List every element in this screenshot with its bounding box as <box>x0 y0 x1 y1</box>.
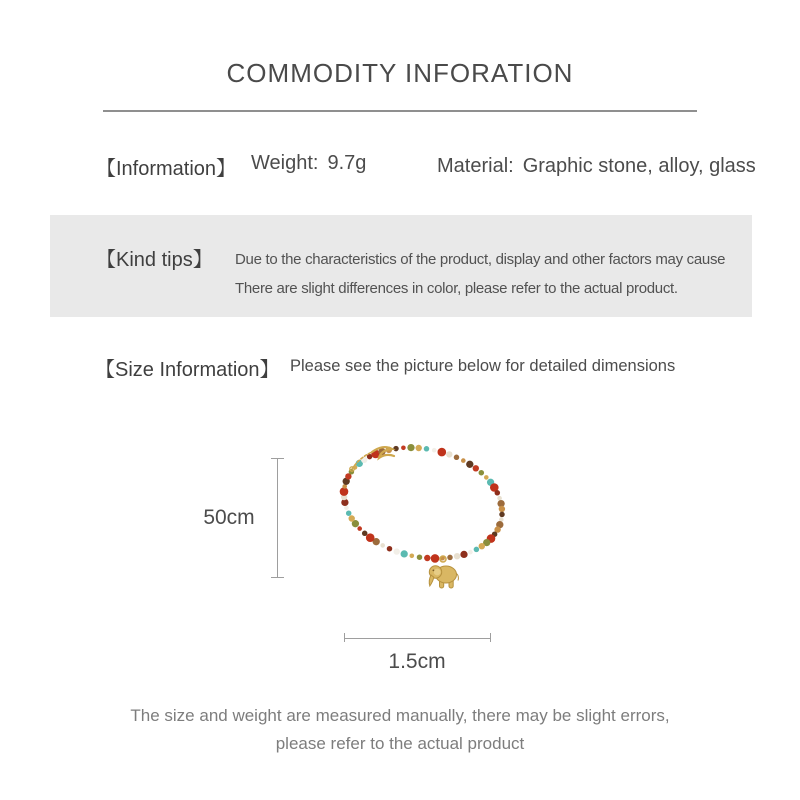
pendant-bail-icon <box>440 556 446 562</box>
title-divider <box>103 110 697 112</box>
information-label: 【Information】 <box>96 158 237 180</box>
weight-text <box>251 152 366 175</box>
vertical-dimension-cap-bottom <box>271 577 284 578</box>
necklace-clasp-icon <box>350 447 394 471</box>
horizontal-dimension-cap-right <box>490 633 491 642</box>
width-dimension-label: 1.5cm <box>388 650 446 673</box>
kind-tips-line2: There are slight differences in color, please refer to the actual product. <box>235 280 678 297</box>
size-information-label: 【Size Information】 <box>95 359 280 381</box>
weight-label: Weight: <box>251 152 319 174</box>
horizontal-dimension-line <box>344 638 491 639</box>
elephant-pendant-icon <box>429 566 458 588</box>
footer-line1: The size and weight are measured manually, there may be slight errors, <box>130 706 670 725</box>
material-text <box>437 155 756 178</box>
footer-disclaimer <box>0 702 800 757</box>
footer-line2: please refer to the actual product <box>275 733 525 753</box>
horizontal-dimension-cap-left <box>344 633 345 642</box>
kind-tips-label: 【Kind tips】 <box>96 249 213 271</box>
kind-tips-line1: Due to the characteristics of the product, display and other factors may cause <box>235 251 726 268</box>
material-value: Graphic stone, alloy, glass <box>522 155 756 177</box>
material-label: Material: <box>437 155 514 177</box>
kind-tips-text <box>235 245 740 303</box>
vertical-dimension-line <box>277 458 278 578</box>
height-dimension-label: 50cm <box>203 506 255 529</box>
vertical-dimension-cap-top <box>271 458 284 459</box>
weight-value: 9.7g <box>327 152 367 174</box>
page-title: COMMODITY INFORATION <box>226 58 574 88</box>
beads-strand <box>340 444 505 563</box>
size-information-text: Please see the picture below for detailed dimensions <box>290 357 676 375</box>
